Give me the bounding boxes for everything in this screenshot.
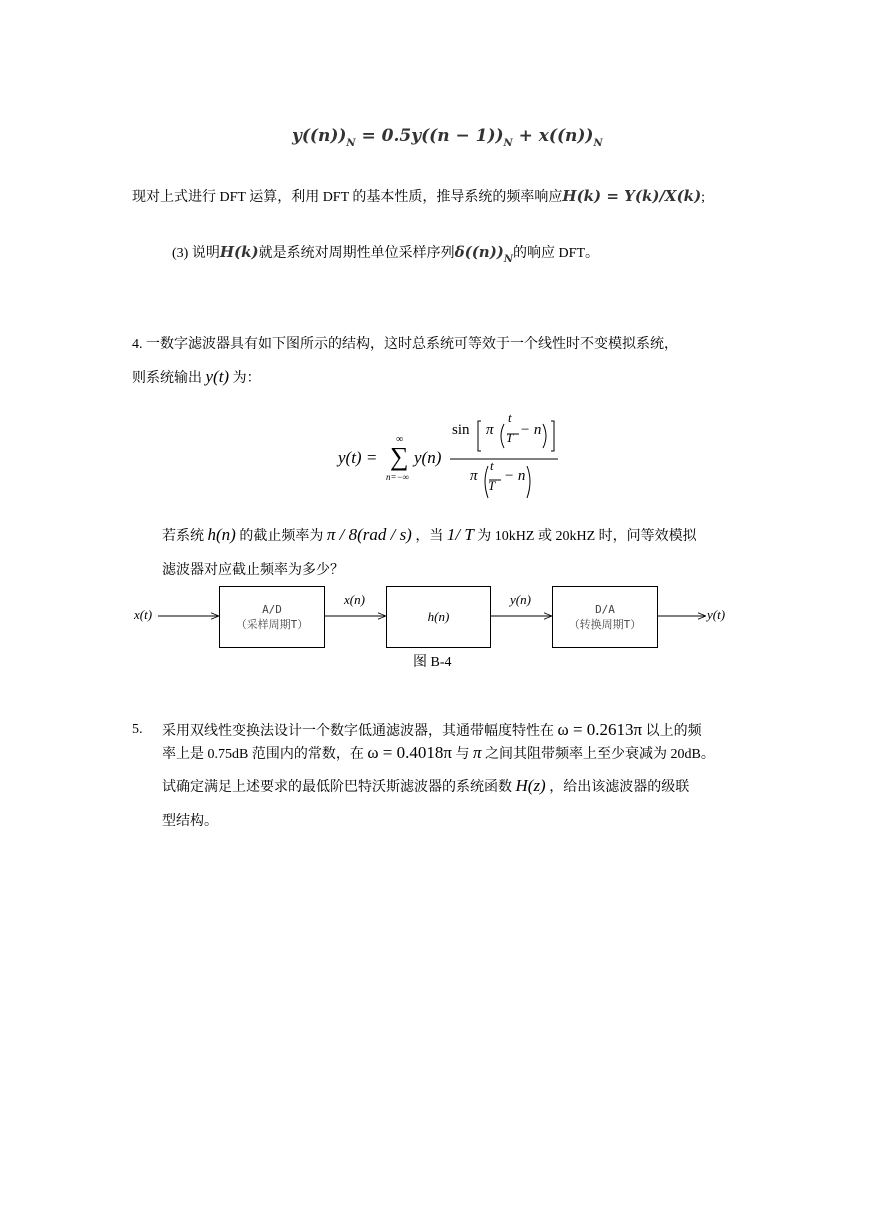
num-t: t	[508, 410, 512, 425]
sum-symbol: ∑	[390, 442, 409, 471]
q5-l1-post: 以上的频	[645, 724, 702, 739]
num-pi: π	[486, 422, 494, 438]
den-minus-n: − n	[504, 468, 526, 484]
eq1-rhs-sub: N	[593, 138, 603, 149]
den-t: t	[490, 458, 494, 473]
den-pi: π	[470, 468, 478, 484]
q5-l2-pre: 率上是 0.75dB 范围内的常数，在	[162, 747, 364, 762]
q4-line2-post: 为：	[232, 371, 261, 386]
eq1-lhs: y((n))	[292, 126, 347, 146]
q5-line1	[162, 720, 702, 742]
diagram-signal-yn: y(n)	[510, 592, 531, 607]
q5-line2	[162, 743, 715, 765]
q5-l1-omega: ω = 0.2613π	[557, 720, 643, 739]
eq1-mid: = 0.5y((n − 1))	[361, 126, 504, 146]
sum-upper-limit: ∞	[396, 434, 404, 445]
dft-frequency-response-formula: H(k) = Y(k)/X(k)	[562, 187, 702, 205]
filter-hn-block	[386, 586, 491, 648]
q5-l2-omega: ω = 0.4018π	[367, 743, 452, 762]
part3-hk: H(k)	[219, 243, 259, 261]
eq1-plus: + x((n))	[518, 126, 594, 146]
ad-converter-block	[219, 586, 325, 648]
part3-suffix: 的响应 DFT。	[513, 246, 599, 261]
cond-freq: π / 8(rad / s)	[326, 525, 412, 544]
da-label: D/A	[595, 603, 615, 616]
formula-yn: y(n)	[414, 448, 442, 467]
cond-T: 1/ T	[446, 525, 474, 544]
q5-number: 5.	[132, 722, 143, 737]
diagram-signal-xn: x(n)	[344, 592, 365, 607]
cond-mid2: ，当	[415, 529, 444, 544]
sum-lower-limit: n=−∞	[386, 472, 410, 482]
cond-pre: 若系统	[162, 529, 204, 544]
diagram-input-xt: x(t)	[134, 607, 153, 622]
dft-end: ;	[701, 190, 706, 205]
num-T: T	[506, 430, 514, 445]
dft-text: 现对上式进行 DFT 运算，利用 DFT 的基本性质，推导系统的频率响应	[132, 190, 563, 205]
ad-label: A/D	[262, 603, 282, 616]
q5-l3-post: ，给出该滤波器的级联	[549, 780, 690, 795]
diagram-output-yt: y(t)	[707, 607, 726, 622]
filter-label: h(n)	[427, 609, 450, 624]
part3-delta: δ((n))	[454, 243, 504, 261]
part3-mid: 就是系统对周期性单位采样序列	[258, 246, 455, 261]
q5-line4: 型结构。	[162, 814, 218, 829]
q5-l2-post: 之间其阻带频率上至少衰减为 20dB。	[485, 747, 715, 762]
part3-delta-sub: N	[503, 254, 514, 265]
eq1-mid-sub: N	[503, 138, 513, 149]
q4-line2-pre: 则系统输出	[132, 371, 202, 386]
q5-l2-pi: π	[472, 743, 482, 762]
cond-post: 为 10kHZ 或 20kHZ 时，问等效模拟	[477, 529, 697, 544]
num-sin: sin	[452, 422, 470, 438]
eq1-lhs-sub: N	[346, 138, 356, 149]
q5-l3-hz: H(z)	[515, 776, 546, 795]
q4-line2-yt: y(t)	[205, 367, 230, 386]
ad-period: （采样周期T）	[235, 618, 309, 631]
da-period: （转换周期T）	[568, 618, 642, 631]
q5-line3	[162, 776, 689, 798]
part3-prefix: (3) 说明	[172, 246, 220, 261]
formula-lhs: y(t) =	[338, 448, 378, 467]
da-converter-block	[552, 586, 658, 648]
cond-hn: h(n)	[207, 525, 236, 544]
num-minus-n: − n	[520, 422, 542, 438]
q5-l3-pre: 试确定满足上述要求的最低阶巴特沃斯滤波器的系统函数	[162, 780, 512, 795]
den-T: T	[488, 478, 496, 493]
q4-condition-line2: 滤波器对应截止频率为多少？	[162, 563, 344, 578]
q4-line1: 4. 一数字滤波器具有如下图所示的结构，这时总系统可等效于一个线性时不变模拟系统，	[132, 337, 678, 352]
figure-caption: 图 B-4	[413, 655, 452, 670]
q5-l1-pre: 采用双线性变换法设计一个数字低通滤波器，其通带幅度特性在	[162, 724, 554, 739]
q5-l2-mid: 与	[455, 747, 470, 762]
cond-mid: 的截止频率为	[239, 529, 324, 544]
